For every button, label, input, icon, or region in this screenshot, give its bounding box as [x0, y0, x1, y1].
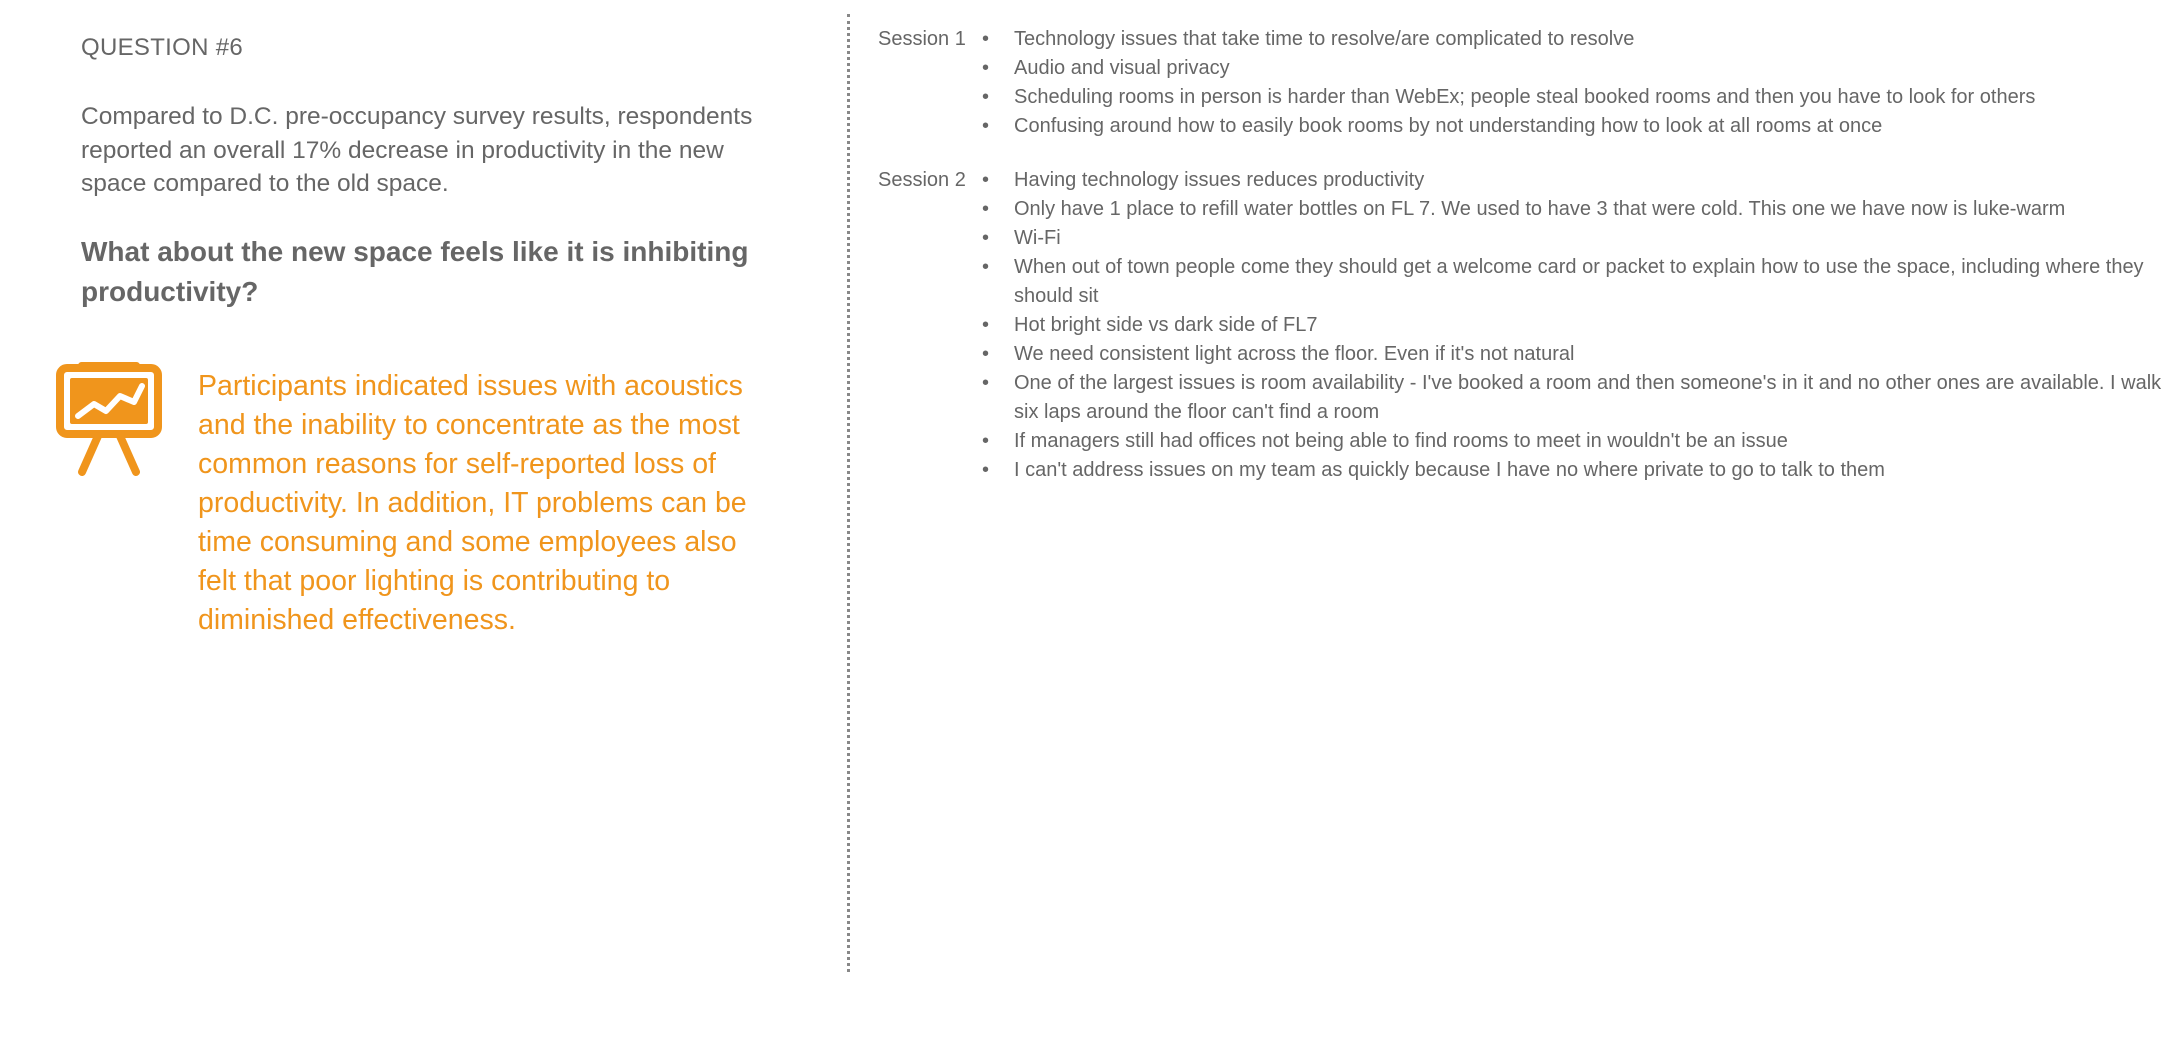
session-2 [878, 166, 2168, 485]
list-item: • Scheduling rooms in person is harder than WebEx; people steal booked rooms and then you have to look for others [1014, 83, 2168, 112]
left-panel [0, 0, 840, 1047]
dotted-divider [847, 14, 850, 972]
session-1 [878, 25, 2168, 141]
list-item: • Only have 1 place to refill water bottles on FL 7. We used to have 3 that were cold. This one we have now is luke-warm [1014, 195, 2168, 224]
session-2-list [878, 166, 2168, 485]
list-item: • Wi-Fi [1014, 224, 2168, 253]
session-label: Session 1 [878, 28, 966, 50]
question-number: QUESTION #6 [81, 34, 244, 61]
session-label: Session 2 [878, 169, 966, 191]
sessions-panel [878, 25, 2168, 510]
list-item: • Audio and visual privacy [1014, 54, 2168, 83]
list-item: • Technology issues that take time to resolve/are complicated to resolve [1014, 25, 2168, 54]
list-item: • Having technology issues reduces productivity [1014, 166, 2168, 195]
list-item: • I can't address issues on my team as quickly because I have no where private to go to talk to them [1014, 456, 2168, 485]
list-item: • When out of town people come they should get a welcome card or packet to explain how to use the space, including where they should sit [1014, 253, 2168, 311]
list-item: • Confusing around how to easily book rooms by not understanding how to look at all rooms at once [1014, 112, 2168, 141]
summary-text: Participants indicated issues with acoustics and the inability to concentrate as the most common reasons for self-reported loss of productivity. In addition, IT problems can be time consuming and some employees also felt that poor lighting is contributing to diminished effectiveness. [198, 370, 747, 636]
list-item: • If managers still had offices not being able to find rooms to meet in wouldn't be an issue [1014, 427, 2168, 456]
session-1-list [878, 25, 2168, 141]
intro-text: Compared to D.C. pre-occupancy survey results, respondents reported an overall 17% decrease in productivity in the new space compared to the old space. [81, 103, 753, 197]
list-item: • Hot bright side vs dark side of FL7 [1014, 311, 2168, 340]
list-item: • One of the largest issues is room availability - I've booked a room and then someone's in it and no other ones are available. I walk six laps around the floor can't find a room [1014, 369, 2168, 427]
question-heading: What about the new space feels like it is inhibiting productivity? [81, 236, 749, 307]
presentation-chart-icon [56, 362, 162, 478]
list-item: • We need consistent light across the floor. Even if it's not natural [1014, 340, 2168, 369]
